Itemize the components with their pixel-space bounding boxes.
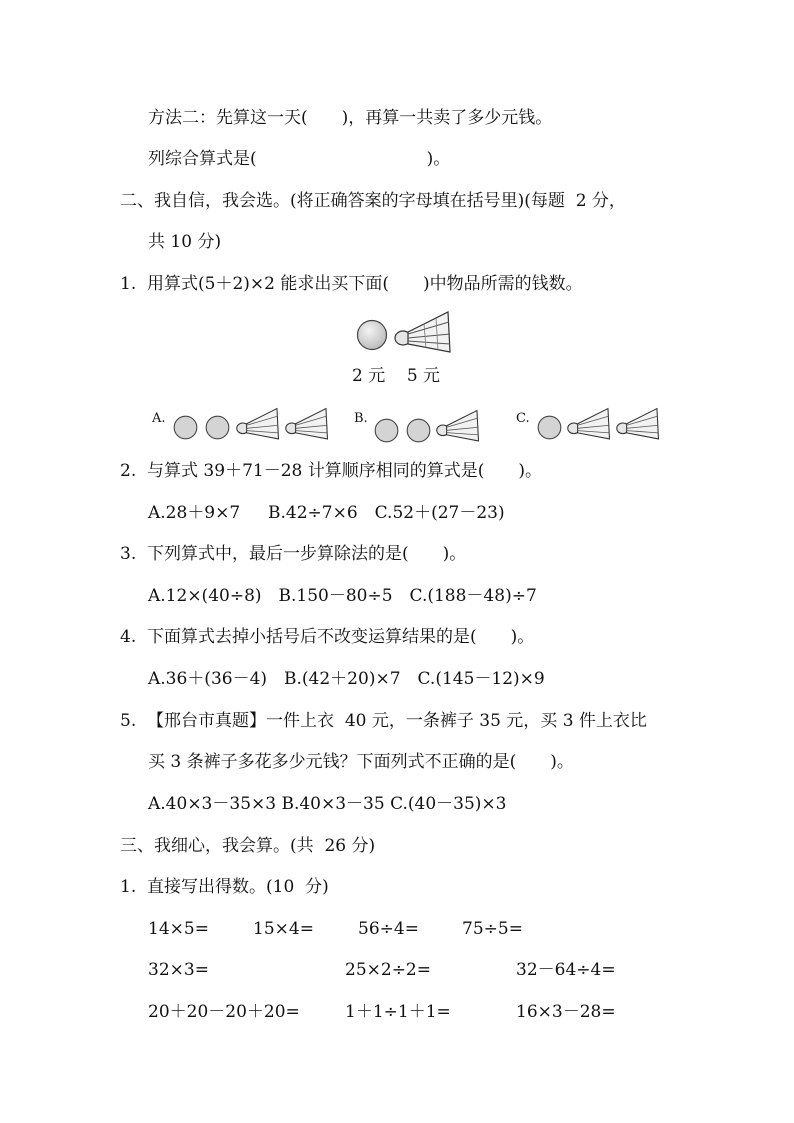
- shuttlecock-icon: [567, 405, 611, 441]
- shuttlecock-icon: [285, 405, 329, 441]
- question-5: 5. 【邢台市真题】一件上衣 40 元，一条裤子 35 元，买 3 件上衣比: [120, 711, 647, 731]
- question-5-options: A.40×3－35×3 B.40×3－35 C.(40－35)×3: [148, 794, 507, 814]
- shuttlecock-icon: [236, 405, 280, 441]
- shuttlecock-icon: [436, 407, 480, 443]
- price-labels: 2 元 5 元: [352, 366, 441, 386]
- calc-item: 25×2÷2=: [345, 960, 431, 980]
- ball-icon: [173, 415, 198, 440]
- ball-icon: [537, 415, 562, 440]
- calc-item: 32×3=: [148, 960, 209, 980]
- section-two-title: 二、我自信，我会选。(将正确答案的字母填在括号里)(每题 2 分，: [120, 191, 626, 211]
- option-c-letter: C.: [516, 411, 530, 426]
- combined-formula-line: 列综合算式是( )。: [148, 149, 451, 169]
- question-5-cont: 买 3 条裤子多花多少元钱？下面列式不正确的是( )。: [148, 752, 574, 772]
- calc-item: 15×4=: [253, 919, 314, 939]
- ball-icon: [374, 418, 399, 443]
- question-3: 3. 下列算式中，最后一步算除法的是( )。: [120, 544, 467, 564]
- shuttlecock-icon: [394, 308, 452, 354]
- question-3-options: A.12×(40÷8) B.150－80÷5 C.(188－48)÷7: [148, 586, 537, 606]
- question-4-options: A.36＋(36－4) B.(42＋20)×7 C.(145－12)×9: [148, 669, 545, 689]
- calc-item: 32－64÷4=: [516, 960, 616, 980]
- question-2-options: A.28＋9×7 B.42÷7×6 C.52＋(27－23): [148, 503, 505, 523]
- question-2: 2. 与算式 39＋71－28 计算顺序相同的算式是( )。: [120, 461, 542, 481]
- ball-icon: [356, 319, 388, 351]
- shuttlecock-icon: [616, 405, 660, 441]
- option-b-letter: B.: [354, 411, 368, 426]
- option-a-letter: A.: [152, 411, 166, 426]
- calc-item: 14×5=: [148, 919, 209, 939]
- method-two-line: 方法二：先算这一天( )，再算一共卖了多少元钱。: [148, 108, 553, 128]
- section-three-title: 三、我细心，我会算。(共 26 分): [120, 836, 376, 856]
- question-4: 4. 下面算式去掉小括号后不改变运算结果的是( )。: [120, 627, 535, 647]
- calc-item: 75÷5=: [462, 919, 523, 939]
- calc-item: 56÷4=: [358, 919, 419, 939]
- calc-item: 1＋1÷1＋1=: [345, 1002, 451, 1022]
- ball-icon: [205, 415, 230, 440]
- section-three-q1: 1. 直接写出得数。(10 分): [120, 877, 329, 897]
- section-two-title-cont: 共 10 分): [148, 232, 222, 252]
- calc-item: 20＋20－20＋20=: [148, 1002, 300, 1022]
- calc-item: 16×3－28=: [516, 1002, 616, 1022]
- question-1: 1. 用算式(5＋2)×2 能求出买下面( )中物品所需的钱数。: [120, 274, 583, 294]
- ball-icon: [406, 418, 431, 443]
